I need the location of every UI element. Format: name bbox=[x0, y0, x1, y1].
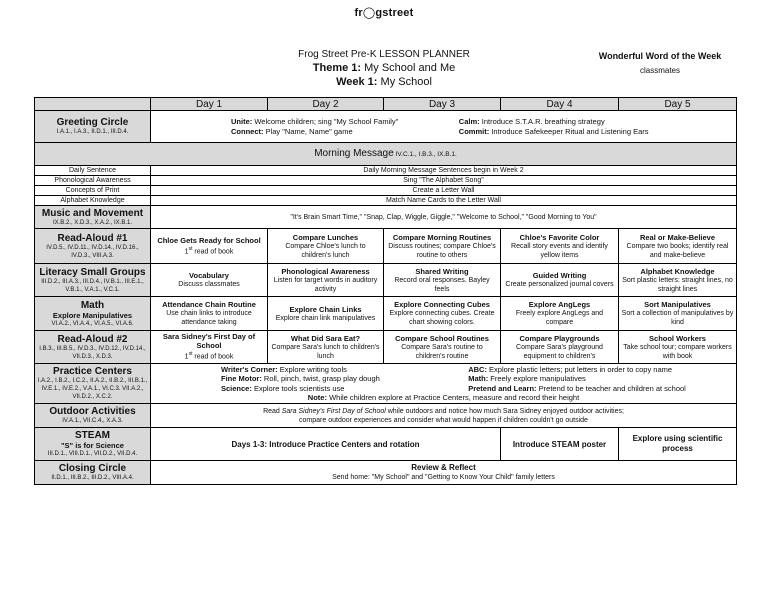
music-label: Music and Movement IX.B.2., X.D.3., X.A.2., IX.B.1. bbox=[35, 206, 151, 229]
practice-label: Practice Centers I.A.2., I.B.2., I.C.2., II.A.2., II.B.2., III.B.1., IV.E.1., IV.E.2., V.A.1., VI.C.3. VII.A.2., VII.D.2., X.C.2. bbox=[35, 364, 151, 404]
lesson-plan-table bbox=[34, 97, 737, 485]
readaloud2-row bbox=[35, 331, 737, 364]
steam-days-1-3: Days 1-3: Introduce Practice Centers and rotation bbox=[151, 428, 501, 461]
readaloud2-day2: What Did Sara Eat? Compare Sara's lunch to children's lunch bbox=[268, 331, 384, 364]
literacy-day2: Phonological Awareness Listen for target words in auditory activity bbox=[268, 264, 384, 297]
music-text: "It's Brain Smart Time," "Snap, Clap, Wiggle, Giggle," "Welcome to School," "Good Morning to You" bbox=[151, 206, 737, 229]
greeting-content: Unite: Welcome children; sing "My School Family" Connect: Play "Name, Name" game Calm: Introduce S.T.A.R. breathing strategy Commit: Introduce Safekeeper Ritual and Listening Ears bbox=[151, 111, 737, 143]
readaloud1-row bbox=[35, 229, 737, 264]
steam-day5: Explore using scientific process bbox=[619, 428, 737, 461]
daily-sentence-row bbox=[35, 166, 737, 176]
math-day5: Sort Manipulatives Sort a collection of manipulatives by kind bbox=[619, 297, 737, 331]
alphabet-knowledge-label: Alphabet Knowledge bbox=[35, 196, 151, 206]
closing-content: Review & Reflect Send home: "My School" and "Getting to Know Your Child" family letters bbox=[151, 461, 737, 485]
readaloud1-day4: Chloe's Favorite Color Recall story events and identify yellow items bbox=[501, 229, 619, 264]
day-5-header: Day 5 bbox=[619, 98, 737, 111]
readaloud1-day5: Real or Make-Believe Compare two books; identify real and make-believe bbox=[619, 229, 737, 264]
readaloud2-day5: School Workers Take school tour; compare workers with book bbox=[619, 331, 737, 364]
literacy-day3: Shared Writing Record oral responses. Bayley feels bbox=[384, 264, 501, 297]
word-of-week-title: Wonderful Word of the Week bbox=[598, 51, 722, 61]
steam-row bbox=[35, 428, 737, 461]
readaloud1-label: Read-Aloud #1 IV.D.5., IV.D.11., IV.D.14., IV.D.16., IV.D.3., VIII.A.3. bbox=[35, 229, 151, 264]
readaloud1-day3: Compare Morning Routines Discuss routines; compare Chloe's routine to others bbox=[384, 229, 501, 264]
day-2-header: Day 2 bbox=[268, 98, 384, 111]
day-1-header: Day 1 bbox=[151, 98, 268, 111]
readaloud1-day1: Chloe Gets Ready for School 1st read of book bbox=[151, 229, 268, 264]
day-header-row bbox=[35, 98, 737, 111]
concepts-print-label: Concepts of Print bbox=[35, 186, 151, 196]
phonological-row bbox=[35, 176, 737, 186]
planner-header bbox=[0, 0, 768, 96]
closing-row bbox=[35, 461, 737, 485]
closing-label: Closing Circle II.D.1., III.B.2., III.D.2., VIII.A.4. bbox=[35, 461, 151, 485]
frogstreet-logo: fr◯gstreet bbox=[354, 7, 414, 19]
morning-message-header: Morning Message IV.C.1., I.B.3., IX.B.1. bbox=[35, 143, 737, 166]
alphabet-knowledge-row bbox=[35, 196, 737, 206]
phonological-text: Sing "The Alphabet Song" bbox=[151, 176, 737, 186]
music-row bbox=[35, 206, 737, 229]
literacy-day1: Vocabulary Discuss classmates bbox=[151, 264, 268, 297]
math-day4: Explore AngLegs Freely explore AngLegs and compare bbox=[501, 297, 619, 331]
math-label: Math Explore Manipulatives VI.A.2., VI.A.4., VI.A.5., VI.A.6. bbox=[35, 297, 151, 331]
week-line: Week 1: My School bbox=[336, 76, 432, 88]
steam-label: STEAM "S" is for Science III.D.1., VIII.D.1., VII.D.2., VII.D.4. bbox=[35, 428, 151, 461]
literacy-label: Literacy Small Groups III.D.2., III.A.3., III.D.4., IV.B.1., III.E.1., V.B.1., V.A.1., V.C.1. bbox=[35, 264, 151, 297]
math-day2: Explore Chain Links Explore chain link manipulatives bbox=[268, 297, 384, 331]
readaloud2-day3: Compare School Routines Compare Sara's routine to children's routine bbox=[384, 331, 501, 364]
literacy-day5: Alphabet Knowledge Sort plastic letters: straight lines, no straight lines bbox=[619, 264, 737, 297]
greeting-label: Greeting Circle I.A.1., I.A.3., II.D.1., III.D.4. bbox=[35, 111, 151, 143]
alphabet-knowledge-text: Match Name Cards to the Letter Wall bbox=[151, 196, 737, 206]
math-day3: Explore Connecting Cubes Explore connecting cubes. Create chart showing colors. bbox=[384, 297, 501, 331]
practice-content: Writer's Corner: Explore writing tools Fine Motor: Roll, pinch, twist, grasp play dough Science: Explore tools scientists use ABC: Explore plastic letters; put letters in order to copy name Math: Freely explore manipulatives Pretend and Learn: Pretend to be teacher and children at school Note: While children explore at Practice Centers, measure and record their height bbox=[151, 364, 737, 404]
math-row bbox=[35, 297, 737, 331]
concepts-print-row bbox=[35, 186, 737, 196]
day-4-header: Day 4 bbox=[501, 98, 619, 111]
readaloud2-label: Read-Aloud #2 I.B.3., III.B.5., IV.D.3., IV.D.12., IV.D.14., VII.D.3., X.D.3. bbox=[35, 331, 151, 364]
literacy-day4: Guided Writing Create personalized journal covers bbox=[501, 264, 619, 297]
theme-line: Theme 1: My School and Me bbox=[312, 62, 456, 74]
readaloud1-day2: Compare Lunches Compare Chloe's lunch to children's lunch bbox=[268, 229, 384, 264]
outdoor-label: Outdoor Activities IV.A.1., VII.C.4., X.A.3. bbox=[35, 404, 151, 428]
outdoor-content: Read Sara Sidney's First Day of School while outdoors and notice how much Sara Sidney enjoyed outdoor activities; compare outdoor experiences and consider what would happen if children couldn't go outside bbox=[151, 404, 737, 428]
math-day1: Attendance Chain Routine Use chain links to introduce attendance taking bbox=[151, 297, 268, 331]
daily-sentence-label: Daily Sentence bbox=[35, 166, 151, 176]
planner-title: Frog Street Pre-K LESSON PLANNER bbox=[298, 49, 470, 60]
steam-day4: Introduce STEAM poster bbox=[501, 428, 619, 461]
morning-message-header-row bbox=[35, 143, 737, 166]
readaloud2-day1: Sara Sidney's First Day of School 1st read of book bbox=[151, 331, 268, 364]
phonological-label: Phonological Awareness bbox=[35, 176, 151, 186]
practice-row bbox=[35, 364, 737, 404]
corner-cell bbox=[35, 98, 151, 111]
literacy-row bbox=[35, 264, 737, 297]
day-3-header: Day 3 bbox=[384, 98, 501, 111]
word-of-week-value: classmates bbox=[639, 66, 680, 75]
outdoor-row bbox=[35, 404, 737, 428]
readaloud2-day4: Compare Playgrounds Compare Sara's playground equipment to children's bbox=[501, 331, 619, 364]
greeting-row bbox=[35, 111, 737, 143]
daily-sentence-text: Daily Morning Message Sentences begin in Week 2 bbox=[151, 166, 737, 176]
concepts-print-text: Create a Letter Wall bbox=[151, 186, 737, 196]
